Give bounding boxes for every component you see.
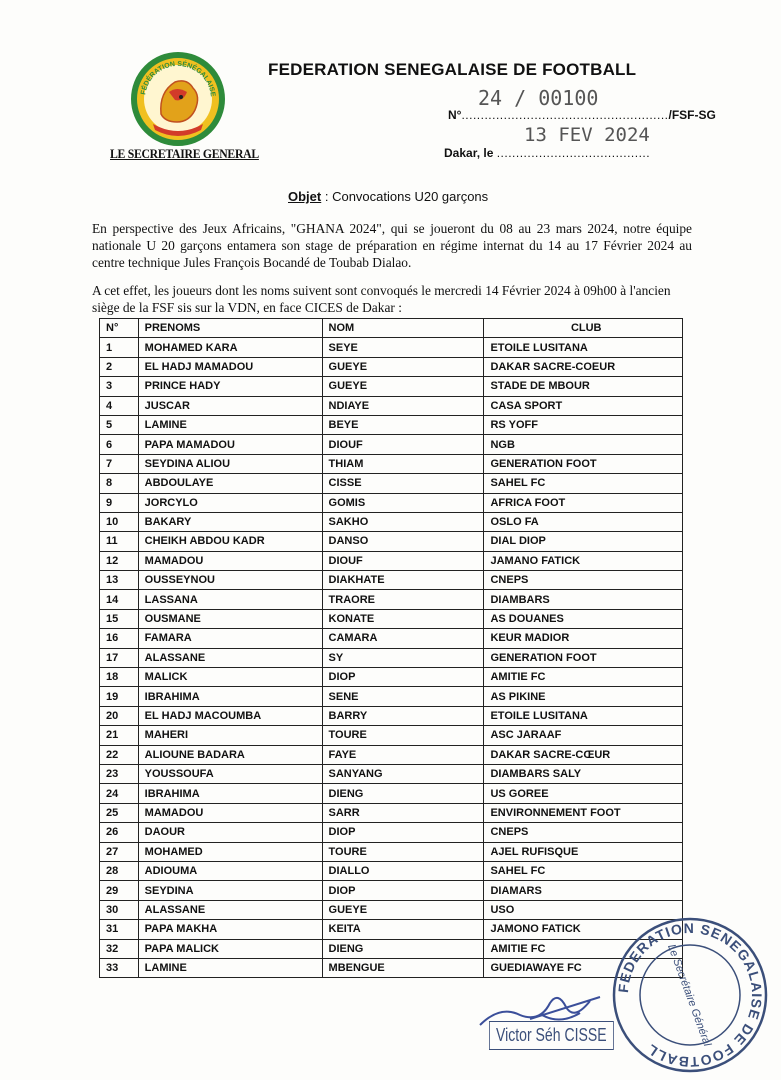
player-first-names: SEYDINA ALIOU xyxy=(138,454,322,473)
player-first-names: LASSANA xyxy=(138,590,322,609)
seal-inner-text: Le Secrétaire Général xyxy=(665,942,714,1048)
table-row xyxy=(100,435,683,454)
player-last-name: DIALLO xyxy=(322,861,484,880)
seal-outer-text: FEDERATION SENEGALAISE DE FOOTBALL xyxy=(614,919,766,1071)
player-club: DIAL DIOP xyxy=(484,532,683,551)
player-number: 8 xyxy=(100,474,139,493)
date-line xyxy=(444,146,650,160)
table-row xyxy=(100,396,683,415)
table-row xyxy=(100,629,683,648)
player-last-name: DIOUF xyxy=(322,551,484,570)
player-first-names: JORCYLO xyxy=(138,493,322,512)
player-number: 19 xyxy=(100,687,139,706)
player-first-names: IBRAHIMA xyxy=(138,784,322,803)
official-seal xyxy=(610,915,770,1075)
player-first-names: PAPA MALICK xyxy=(138,939,322,958)
table-row xyxy=(100,784,683,803)
player-last-name: FAYE xyxy=(322,745,484,764)
player-first-names: PRINCE HADY xyxy=(138,377,322,396)
player-number: 20 xyxy=(100,706,139,725)
player-last-name: BEYE xyxy=(322,415,484,434)
player-last-name: SENE xyxy=(322,687,484,706)
player-first-names: LAMINE xyxy=(138,958,322,977)
table-row xyxy=(100,900,683,919)
player-number: 12 xyxy=(100,551,139,570)
player-first-names: CHEIKH ABDOU KADR xyxy=(138,532,322,551)
player-number: 3 xyxy=(100,377,139,396)
player-last-name: TRAORE xyxy=(322,590,484,609)
player-last-name: SANYANG xyxy=(322,764,484,783)
player-last-name: GOMIS xyxy=(322,493,484,512)
table-row xyxy=(100,338,683,357)
header-club: CLUB xyxy=(484,319,683,338)
player-first-names: ADIOUMA xyxy=(138,861,322,880)
object-line xyxy=(288,189,488,204)
table-row xyxy=(100,881,683,900)
reference-line xyxy=(448,108,716,122)
convocation-paragraph: A cet effet, les joueurs dont les noms suivent sont convoqués le mercredi 14 Février 2024 à 09h00 à l'ancien siège de la FSF sis sur la VDN, en face CICES de Dakar : xyxy=(92,283,671,315)
player-first-names: PAPA MAMADOU xyxy=(138,435,322,454)
table-row xyxy=(100,532,683,551)
player-club: RS YOFF xyxy=(484,415,683,434)
player-last-name: GUEYE xyxy=(322,357,484,376)
player-club: AMITIE FC xyxy=(484,939,683,958)
player-last-name: TOURE xyxy=(322,842,484,861)
player-number: 27 xyxy=(100,842,139,861)
signatory-name: Victor Séh CISSE xyxy=(489,1021,614,1050)
player-last-name: KEITA xyxy=(322,920,484,939)
player-first-names: ABDOULAYE xyxy=(138,474,322,493)
player-first-names: MOHAMED KARA xyxy=(138,338,322,357)
player-club: SAHEL FC xyxy=(484,474,683,493)
reference-dots: ...................................................... xyxy=(461,108,669,122)
player-club: SAHEL FC xyxy=(484,861,683,880)
player-first-names: YOUSSOUFA xyxy=(138,764,322,783)
player-club: ASC JARAAF xyxy=(484,726,683,745)
header-first-names: PRENOMS xyxy=(138,319,322,338)
player-club: ETOILE LUSITANA xyxy=(484,706,683,725)
player-number: 33 xyxy=(100,958,139,977)
player-first-names: BAKARY xyxy=(138,512,322,531)
player-last-name: DIOP xyxy=(322,823,484,842)
player-last-name: TOURE xyxy=(322,726,484,745)
player-number: 23 xyxy=(100,764,139,783)
player-last-name: DIOP xyxy=(322,668,484,687)
table-row xyxy=(100,823,683,842)
player-last-name: DIENG xyxy=(322,939,484,958)
fsf-logo xyxy=(131,52,225,146)
player-number: 16 xyxy=(100,629,139,648)
player-number: 25 xyxy=(100,803,139,822)
player-club: ETOILE LUSITANA xyxy=(484,338,683,357)
player-last-name: SY xyxy=(322,648,484,667)
table-row xyxy=(100,415,683,434)
player-club: AS DOUANES xyxy=(484,609,683,628)
player-club: STADE DE MBOUR xyxy=(484,377,683,396)
secretary-label: LE SECRETAIRE GENERAL xyxy=(110,146,259,161)
date-dots: ........................................ xyxy=(496,146,651,160)
player-club: GUEDIAWAYE FC xyxy=(484,958,683,977)
player-club: GENERATION FOOT xyxy=(484,454,683,473)
player-first-names: FAMARA xyxy=(138,629,322,648)
player-number: 30 xyxy=(100,900,139,919)
player-first-names: EL HADJ MACOUMBA xyxy=(138,706,322,725)
player-first-names: OUSMANE xyxy=(138,609,322,628)
table-row xyxy=(100,668,683,687)
table-row xyxy=(100,745,683,764)
table-row xyxy=(100,706,683,725)
player-club: USO xyxy=(484,900,683,919)
player-last-name: KONATE xyxy=(322,609,484,628)
player-club: AS PIKINE xyxy=(484,687,683,706)
date-stamp: 13 FEV 2024 xyxy=(524,124,650,146)
player-first-names: ALASSANE xyxy=(138,900,322,919)
player-first-names: MAMADOU xyxy=(138,803,322,822)
table-row xyxy=(100,512,683,531)
player-club: US GOREE xyxy=(484,784,683,803)
player-club: CNEPS xyxy=(484,571,683,590)
player-number: 29 xyxy=(100,881,139,900)
player-last-name: CAMARA xyxy=(322,629,484,648)
table-row xyxy=(100,454,683,473)
roster-body xyxy=(100,338,683,978)
table-row xyxy=(100,861,683,880)
player-roster-table xyxy=(99,318,683,978)
player-number: 31 xyxy=(100,920,139,939)
logo-lettering: FÉDÉRATION SÉNÉGALAISE xyxy=(140,60,216,98)
reference-prefix: N° xyxy=(448,108,462,122)
player-first-names: MAHERI xyxy=(138,726,322,745)
player-club: AJEL RUFISQUE xyxy=(484,842,683,861)
header-last-name: NOM xyxy=(322,319,484,338)
player-first-names: MAMADOU xyxy=(138,551,322,570)
player-club: NGB xyxy=(484,435,683,454)
table-row xyxy=(100,377,683,396)
player-club: JAMONO FATICK xyxy=(484,920,683,939)
player-club: DIAMBARS SALY xyxy=(484,764,683,783)
player-last-name: SAKHO xyxy=(322,512,484,531)
player-club: AMITIE FC xyxy=(484,668,683,687)
player-number: 7 xyxy=(100,454,139,473)
table-row xyxy=(100,590,683,609)
player-number: 15 xyxy=(100,609,139,628)
player-last-name: DIENG xyxy=(322,784,484,803)
player-club: JAMANO FATICK xyxy=(484,551,683,570)
intro-paragraph: En perspective des Jeux Africains, "GHANA 2024", qui se joueront du 08 au 23 mars 2024, notre équipe nationale U 20 garçons entamera son stage de préparation en régime internat du 14 au 17 Février 2024 au centre technique Jules François Bocandé de Toubab Dialao. xyxy=(92,221,692,270)
player-number: 10 xyxy=(100,512,139,531)
player-club: CNEPS xyxy=(484,823,683,842)
player-number: 28 xyxy=(100,861,139,880)
player-club: DAKAR SACRE-COEUR xyxy=(484,357,683,376)
player-first-names: EL HADJ MAMADOU xyxy=(138,357,322,376)
player-number: 14 xyxy=(100,590,139,609)
player-last-name: BARRY xyxy=(322,706,484,725)
table-row xyxy=(100,648,683,667)
player-number: 1 xyxy=(100,338,139,357)
table-row xyxy=(100,726,683,745)
player-number: 22 xyxy=(100,745,139,764)
table-row xyxy=(100,609,683,628)
player-number: 24 xyxy=(100,784,139,803)
object-text: : Convocations U20 garçons xyxy=(321,189,489,204)
player-last-name: DIAKHATE xyxy=(322,571,484,590)
player-last-name: THIAM xyxy=(322,454,484,473)
table-row xyxy=(100,551,683,570)
player-club: GENERATION FOOT xyxy=(484,648,683,667)
player-first-names: JUSCAR xyxy=(138,396,322,415)
player-club: OSLO FA xyxy=(484,512,683,531)
player-last-name: DIOP xyxy=(322,881,484,900)
player-club: DIAMBARS xyxy=(484,590,683,609)
table-row xyxy=(100,939,683,958)
player-club: DAKAR SACRE-CŒUR xyxy=(484,745,683,764)
player-last-name: DANSO xyxy=(322,532,484,551)
player-club: AFRICA FOOT xyxy=(484,493,683,512)
player-club: CASA SPORT xyxy=(484,396,683,415)
player-last-name: CISSE xyxy=(322,474,484,493)
player-club: KEUR MADIOR xyxy=(484,629,683,648)
table-row xyxy=(100,474,683,493)
date-prefix: Dakar, le xyxy=(444,146,494,160)
player-first-names: MOHAMED xyxy=(138,842,322,861)
player-last-name: SEYE xyxy=(322,338,484,357)
player-first-names: PAPA MAKHA xyxy=(138,920,322,939)
table-row xyxy=(100,571,683,590)
player-number: 9 xyxy=(100,493,139,512)
player-club: DIAMARS xyxy=(484,881,683,900)
reference-suffix: /FSF-SG xyxy=(668,108,716,122)
player-number: 13 xyxy=(100,571,139,590)
table-row xyxy=(100,357,683,376)
player-first-names: ALIOUNE BADARA xyxy=(138,745,322,764)
player-club: ENVIRONNEMENT FOOT xyxy=(484,803,683,822)
player-number: 18 xyxy=(100,668,139,687)
player-first-names: ALASSANE xyxy=(138,648,322,667)
player-last-name: MBENGUE xyxy=(322,958,484,977)
player-number: 17 xyxy=(100,648,139,667)
table-row xyxy=(100,493,683,512)
player-first-names: MALICK xyxy=(138,668,322,687)
player-number: 5 xyxy=(100,415,139,434)
player-last-name: SARR xyxy=(322,803,484,822)
object-label: Objet xyxy=(288,189,322,204)
table-row xyxy=(100,687,683,706)
player-first-names: DAOUR xyxy=(138,823,322,842)
player-last-name: GUEYE xyxy=(322,377,484,396)
player-last-name: GUEYE xyxy=(322,900,484,919)
player-number: 26 xyxy=(100,823,139,842)
header-number: N° xyxy=(100,319,139,338)
player-number: 11 xyxy=(100,532,139,551)
player-first-names: SEYDINA xyxy=(138,881,322,900)
table-row xyxy=(100,920,683,939)
player-number: 6 xyxy=(100,435,139,454)
table-row xyxy=(100,764,683,783)
table-header-row xyxy=(100,319,683,338)
player-last-name: DIOUF xyxy=(322,435,484,454)
player-number: 2 xyxy=(100,357,139,376)
player-number: 21 xyxy=(100,726,139,745)
table-row xyxy=(100,842,683,861)
player-first-names: LAMINE xyxy=(138,415,322,434)
table-row xyxy=(100,803,683,822)
reference-stamp: 24 / 00100 xyxy=(478,86,599,110)
player-number: 4 xyxy=(100,396,139,415)
player-first-names: OUSSEYNOU xyxy=(138,571,322,590)
player-last-name: NDIAYE xyxy=(322,396,484,415)
table-row xyxy=(100,958,683,977)
federation-title: FEDERATION SENEGALAISE DE FOOTBALL xyxy=(268,60,637,79)
player-number: 32 xyxy=(100,939,139,958)
player-first-names: IBRAHIMA xyxy=(138,687,322,706)
